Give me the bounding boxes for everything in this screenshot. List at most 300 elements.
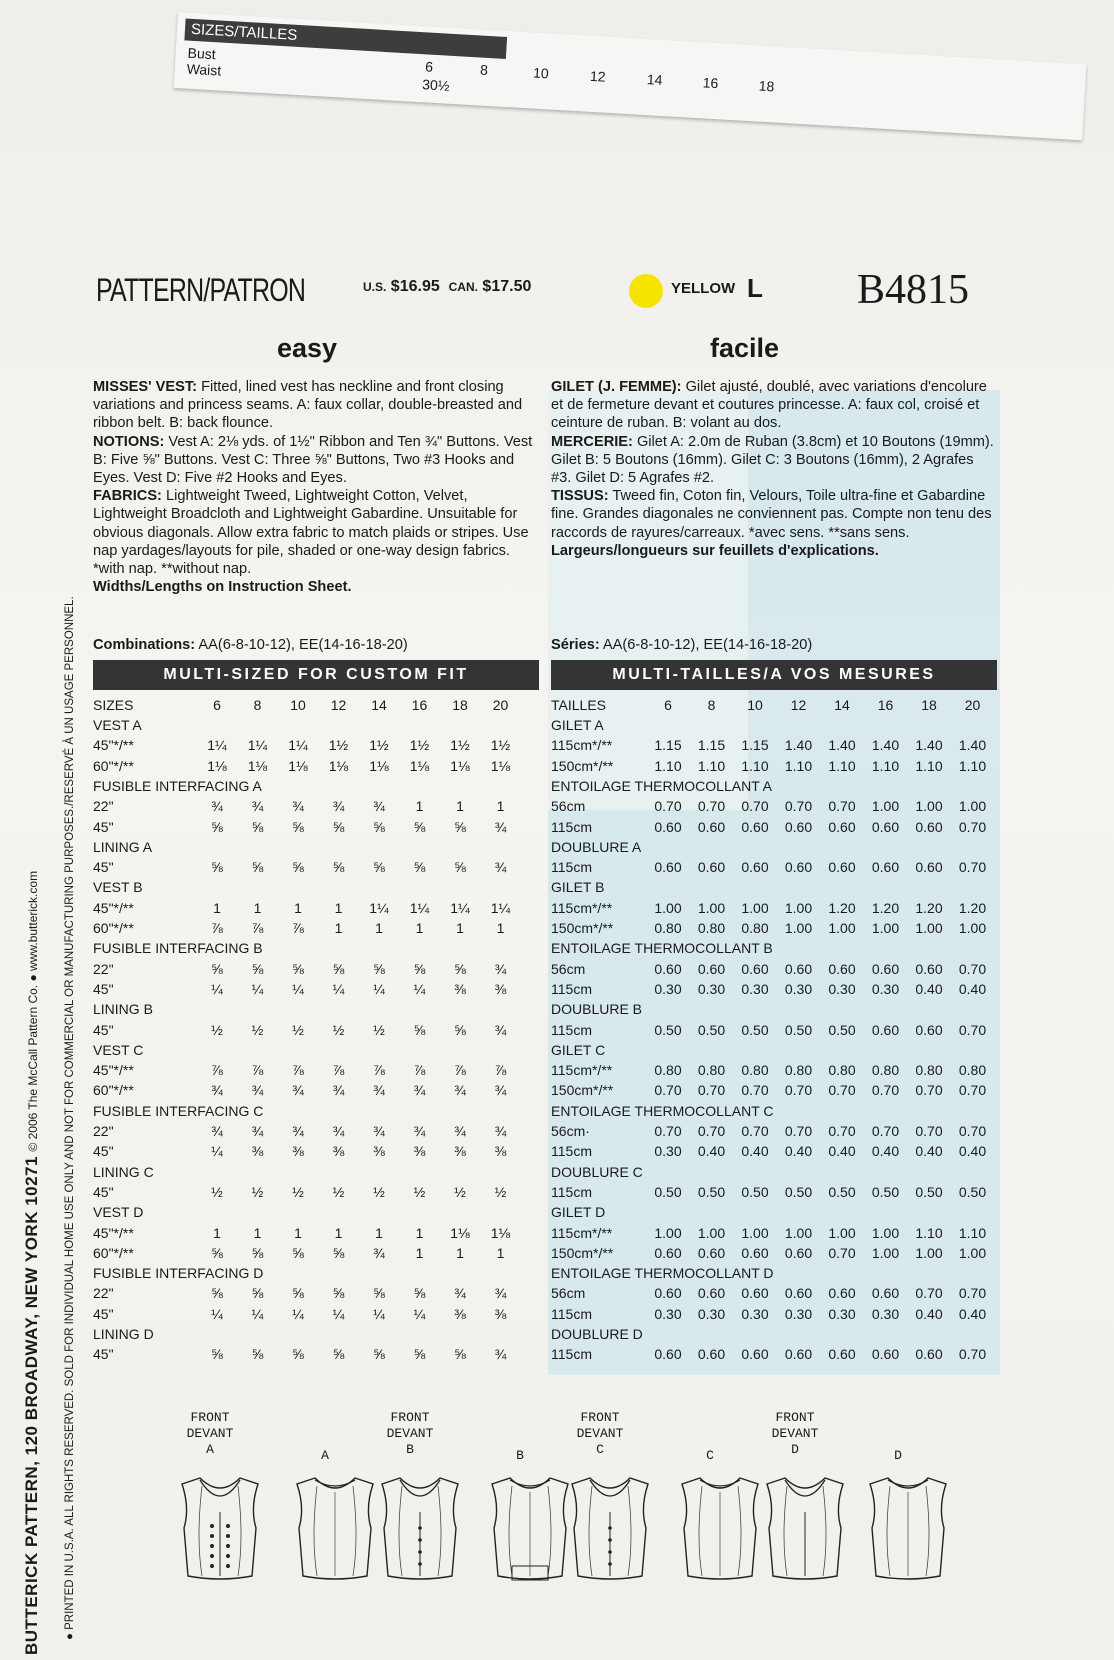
row-label: 22" [93,1123,114,1139]
row-label: ENTOILAGE THERMOCOLLANT B [551,940,773,957]
row-label: FUSIBLE INTERFACING D [93,1265,264,1282]
yardage-cell: 1 [253,1224,262,1241]
yardage-cell: 1⅛ [247,757,268,774]
yardage-cell: 1.10 [915,1224,943,1241]
yardage-cell: 1.15 [654,737,682,754]
yardage-cell: 0.30 [741,980,769,997]
yardage-cell: 1.20 [915,899,943,916]
yardage-cell: ¾ [251,798,264,815]
yardage-cell: 0.50 [958,1183,987,1200]
yardage-cell: 1 [213,899,221,916]
yardage-cell: 1.10 [654,757,682,774]
yardage-cell: 0.30 [741,1305,769,1322]
yardage-cell: 1 [456,920,464,936]
yardage-cell: 0.60 [741,859,769,876]
figure-caption-devant: DEVANT [186,1426,234,1441]
yardage-cell: 0.60 [654,818,682,835]
yardage-cell: 0.80 [958,1062,987,1079]
row-label: VEST B [93,879,143,896]
row-label: 45" [93,1183,114,1200]
yardage-cell: ⅝ [413,960,426,977]
size-header: 20 [964,697,981,713]
size-header: 10 [747,697,763,713]
figure-caption-letter: A [321,1448,329,1463]
yardage-cell: ⅝ [251,960,264,977]
yardage-cell: ¾ [251,1123,264,1139]
row-label: 22" [93,798,114,815]
row-label: FUSIBLE INTERFACING B [93,940,263,957]
yardage-cell: 1.00 [915,1244,943,1261]
row-label: 45" [93,1021,114,1038]
yardage-cell: ⅝ [292,1244,304,1261]
difficulty-en: easy [277,333,338,363]
row-label: DOUBLURE D [551,1326,643,1342]
yardage-cell: 0.30 [654,1305,682,1322]
row-label: 45"*/** [93,737,134,754]
yardage-cell: ⅜ [373,1143,385,1160]
yardage-cell: ¾ [292,1123,304,1139]
yardage-cell: ⅝ [251,818,264,835]
yardage-cell: ⅜ [413,1143,426,1160]
yardage-cell: ¾ [494,1285,507,1302]
yardage-cell: ⅝ [373,859,385,876]
yardage-cell: 0.50 [784,1021,813,1038]
yardage-cell: ¾ [373,1123,385,1139]
yardage-cell: 1.20 [828,899,856,916]
yardage-cell: ⅝ [454,818,466,835]
yardage-cell: 0.70 [871,1123,900,1139]
yardage-cell: 1.00 [784,899,813,916]
yardage-cell: 1⅛ [490,1224,511,1241]
yardage-cell: 0.60 [741,1244,769,1261]
yardage-cell: 0.60 [697,1285,726,1302]
yardage-cell: 1¼ [369,899,389,916]
row-label: 56cm· [551,1123,590,1139]
strip-waist-value: 30½ [421,76,450,94]
yardage-cell: ¼ [211,1143,223,1160]
size-header: 14 [834,697,850,713]
yardage-cell: ½ [211,1021,223,1038]
yardage-cell: ¾ [332,1082,345,1099]
yardage-cell: 0.60 [871,1346,900,1363]
yardage-cell: ¼ [292,1305,304,1322]
yardage-cell: 0.60 [654,1244,682,1261]
yardage-cell: 1.00 [784,1224,813,1241]
yardage-cell: 1.00 [741,899,769,916]
figure-caption-front: FRONT [580,1410,620,1425]
yardage-cell: ⅞ [292,1062,304,1079]
yardage-cell: ⅝ [454,859,466,876]
yardage-cell: 1.00 [828,920,856,936]
strip-size: 14 [646,71,663,88]
yardage-cell: 0.70 [784,798,813,815]
yardage-cell: 0.80 [828,1062,856,1079]
yardage-cell: 0.60 [654,859,682,876]
yardage-cell: 1.00 [697,1224,726,1241]
yardage-cell: 0.60 [871,960,900,977]
row-label: VEST C [93,1041,144,1058]
row-label: DOUBLURE A [551,838,642,855]
multi-sized-bar-en: MULTI-SIZED FOR CUSTOM FIT [93,660,539,690]
us-price: $16.95 [390,278,440,295]
row-label: 45"*/** [93,1224,134,1241]
size-header: 14 [371,697,387,713]
row-label: 115cm [551,1021,592,1038]
figure-caption [560,1410,640,1458]
yardage-cell: 0.60 [828,960,856,977]
yardage-cell: ¾ [373,798,385,815]
yardage-cell: 0.60 [784,818,813,835]
yardage-cell: 0.60 [915,859,943,876]
yardage-cell: ¾ [413,1082,426,1099]
yardage-cell: ½ [292,1183,304,1200]
yardage-cell: ¾ [494,1346,507,1363]
yardage-cell: 0.60 [784,859,813,876]
yardage-cell: 1⅛ [328,757,349,774]
yardage-cell: 0.30 [871,1305,900,1322]
size-header: 6 [664,697,672,713]
yardage-cell: ⅝ [211,1346,223,1363]
yardage-cell: ⅝ [292,1346,304,1363]
yardage-cell: 0.70 [784,1082,813,1099]
yardage-cell: 0.30 [697,980,726,997]
row-label: 115cm*/** [551,1062,613,1079]
multi-sized-bar-fr: MULTI-TAILLES/A VOS MESURES [551,660,997,690]
yardage-cell: ¼ [373,1305,385,1322]
vest-silhouette-icon [672,1478,768,1593]
combos-text-fr: AA(6-8-10-12), EE(14-16-18-20) [599,637,813,653]
yardage-cell: 0.30 [784,1305,813,1322]
yardage-cell: ½ [413,1183,426,1200]
row-label: GILET B [551,879,605,896]
size-header: 6 [213,697,221,713]
yardage-cell: 1 [496,1244,505,1261]
widths-en: Widths/Lengths on Instruction Sheet. [93,579,352,596]
yardage-cell: 1.10 [958,1224,987,1241]
yardage-cell: 0.70 [654,1082,682,1099]
row-label: 60"*/** [93,1244,134,1261]
us-price-label: U.S. [363,280,387,294]
figure-caption-front: FRONT [390,1410,430,1425]
yardage-cell: 0.40 [915,1143,943,1160]
yardage-cell: 1.10 [915,757,943,774]
widths-fr: Largeurs/longueurs sur feuillets d'explications. [551,542,879,559]
yardage-cell: 1 [415,1224,424,1241]
yardage-cell: ⅝ [251,859,264,876]
yardage-cell: ¾ [373,1082,385,1099]
yardage-cell: ⅜ [251,1143,264,1160]
difficulty-fr: facile [710,333,780,363]
row-label: DOUBLURE B [551,1001,643,1018]
yardage-cell: 0.70 [741,1082,769,1099]
yardage-cell: 1.40 [871,737,900,754]
yardage-cell: 1.40 [784,737,813,754]
row-label: 150cm*/** [551,757,614,774]
yardage-cell: ⅞ [332,1062,345,1079]
yardage-cell: 0.40 [915,1305,943,1322]
row-label: LINING A [93,838,153,855]
yardage-cell: 0.40 [958,980,987,997]
waist-label: Waist [186,60,222,79]
notions-lead-fr: MERCERIE: [551,433,633,450]
yardage-cell: 1.00 [828,1224,856,1241]
yardage-cell: 0.60 [784,1346,813,1363]
yardage-cell: ¼ [332,1305,345,1322]
bust-label: Bust [187,44,217,63]
yardage-cell: 0.40 [784,1143,813,1160]
yardage-cell: 1.00 [871,1224,900,1241]
yardage-cell: 0.60 [871,1285,900,1302]
yardage-cell: 1¼ [288,737,308,754]
figure-caption-letter: C [596,1442,604,1457]
color-label: YELLOW [671,280,736,297]
yardage-cell: 1⅛ [288,757,308,774]
row-label: 115cm [551,1143,592,1160]
yardage-cell: ¾ [494,1123,507,1139]
yardage-cell: ⅝ [373,818,385,835]
yardage-cell: 0.50 [697,1021,726,1038]
yardage-cell: 1¼ [207,737,227,754]
yardage-cell: 0.80 [741,1062,769,1079]
usage-notice [60,596,78,1640]
sizes-label: TAILLES [551,697,606,713]
yardage-cell: ¾ [332,1123,345,1139]
row-label: DOUBLURE C [551,1163,643,1180]
yardage-cell: 0.60 [741,1346,769,1363]
yardage-cell: ¼ [211,980,223,997]
yardage-cell: 0.60 [654,1346,682,1363]
yardage-cell: 1.00 [871,798,900,815]
strip-size: 18 [758,77,775,95]
yardage-cell: 1.00 [654,1224,682,1241]
yardage-cell: 0.50 [654,1021,682,1038]
yardage-cell: ⅞ [292,920,304,936]
desc-lead-en: MISSES' VEST: [93,379,198,395]
yardage-cell: 0.60 [741,960,769,977]
size-letter: L [747,273,763,303]
yardage-cell: 0.70 [958,1021,987,1038]
yardage-cell: 0.40 [741,1143,769,1160]
yardage-cell: 1½ [409,737,430,754]
can-price: $17.50 [482,278,532,295]
size-header: 20 [492,697,509,713]
yardage-cell: 1 [415,920,424,936]
row-label: ENTOILAGE THERMOCOLLANT C [551,1102,774,1119]
yardage-cell: ⅝ [454,960,466,977]
vest-silhouette-icon [757,1478,853,1593]
yardage-cell: 0.60 [741,1285,769,1302]
yardage-cell: 1⅛ [409,757,430,774]
yardage-cell: 0.70 [697,798,726,815]
row-label: 115cm [551,818,592,835]
yardage-cell: 1 [294,899,302,916]
figure-caption-front: FRONT [775,1410,815,1425]
yardage-cell: 0.80 [915,1062,943,1079]
fabrics-text-fr: Tweed fin, Coton fin, Velours, Toile ultra-fine et Gabardine fine. Grandes diagonales ne conviennent pas. Compte non tenu des raccords de rayures/carreaux. *avec sens. **sans sens. [551,488,992,541]
yardage-cell: 0.50 [741,1021,769,1038]
yardage-cell: ¾ [251,1082,264,1099]
yardage-cell: ¾ [332,798,345,815]
yardage-cell: 0.80 [871,1062,900,1079]
yardage-cell: 0.70 [958,1123,987,1139]
yardage-cell: 1¼ [409,899,430,916]
fabrics-lead-en: FABRICS: [93,488,162,505]
yardage-cell: ⅝ [332,1346,345,1363]
yardage-cell: ⅜ [292,1143,304,1160]
yardage-cell: ½ [332,1021,345,1038]
yardage-cell: 1.00 [784,920,813,936]
row-label: LINING D [93,1326,154,1342]
row-label: 115cm*/** [551,737,613,754]
yardage-cell: 0.60 [784,1244,813,1261]
yardage-cell: ¼ [413,980,426,997]
yardage-cell: 0.60 [697,960,726,977]
yardage-cell: 0.60 [828,859,856,876]
yardage-cell: 1.00 [915,798,943,815]
yardage-cell: ⅝ [292,818,304,835]
row-label: 56cm [551,1285,586,1302]
yardage-cell: ⅝ [332,859,345,876]
yardage-cell: 1.00 [958,1244,987,1261]
yardage-cell: 1 [415,1244,424,1261]
yardage-cell: 1.40 [915,737,943,754]
yardage-cell: ¼ [211,1305,223,1322]
yardage-cell: 0.60 [871,859,900,876]
figure-caption [170,1410,250,1458]
yardage-cell: 1.10 [784,757,813,774]
desc-text-fr: Gilet ajusté, doublé, avec variations d'encolure et de fermeture devant et coutures princesse. A: faux col, croisé et ceinture de ruban. B: volant au dos. [551,379,987,432]
yardage-cell: ⅞ [211,1062,223,1079]
yardage-cell: 0.60 [915,1021,943,1038]
yardage-cell: 1 [415,798,424,815]
row-label: 150cm*/** [551,920,614,936]
yardage-cell: ⅜ [454,1143,466,1160]
figure-caption-letter: B [406,1442,414,1457]
figure-caption-letter: D [791,1442,799,1457]
yardage-cell: 1.00 [958,920,987,936]
strip-size: 6 [424,58,434,75]
row-label: 115cm [551,859,592,876]
figure-caption [858,1448,938,1464]
yardage-cell: ⅞ [413,1062,426,1079]
combos-text-en: AA(6-8-10-12), EE(14-16-18-20) [195,637,408,653]
yardage-cell: 0.40 [958,1305,987,1322]
yardage-cell: 0.50 [828,1183,856,1200]
yardage-cell: 1.00 [697,899,726,916]
row-label: 45" [93,1346,114,1363]
yardage-cell: ⅞ [494,1062,507,1079]
combos-lead-fr: Séries: [551,637,600,653]
yardage-cell: ¾ [494,818,507,835]
yardage-cell: 0.60 [697,818,726,835]
yardage-cell: ⅝ [292,859,304,876]
yardage-cell: ¾ [211,1123,223,1139]
size-chart-header: SIZES/TAILLES [184,18,507,59]
yardage-cell: ¼ [251,1305,264,1322]
row-label: FUSIBLE INTERFACING C [93,1102,264,1119]
yardage-cell: ½ [292,1021,304,1038]
yardage-cell: 0.70 [828,1082,856,1099]
yardage-cell: 0.60 [915,1346,943,1363]
yardage-cell: ⅞ [251,920,264,936]
yardage-cell: ⅝ [454,1021,466,1038]
yardage-cell: 1.10 [697,757,726,774]
yardage-cell: 0.60 [871,1021,900,1038]
yardage-cell: 1.15 [741,737,769,754]
vest-silhouette-icon [287,1478,383,1593]
yardage-cell: ⅝ [251,1285,264,1302]
row-label: 60"*/** [93,757,134,774]
yardage-cell: 0.30 [828,1305,856,1322]
yardage-cell: 1.10 [741,757,769,774]
row-label: LINING C [93,1163,154,1180]
row-label: 115cm [551,1305,592,1322]
yardage-cell: ¾ [494,859,507,876]
figure-caption-devant: DEVANT [771,1426,819,1441]
yardage-cell: 1.00 [741,1224,769,1241]
yardage-cell: ¾ [211,1082,223,1099]
yardage-cell: 0.80 [697,1062,726,1079]
yardage-cell: 0.60 [784,1285,813,1302]
yardage-cell: ¾ [413,1123,426,1139]
fabrics-lead-fr: TISSUS: [551,488,609,505]
yardage-cell: 1.00 [958,798,987,815]
yardage-cell: 0.30 [654,980,682,997]
yardage-cell: 1⅛ [369,757,389,774]
yardage-cell: ¾ [292,798,304,815]
yardage-cell: 1 [496,920,505,936]
pattern-number: B4815 [857,267,970,313]
yardage-cell: ⅝ [413,1285,426,1302]
yardage-cell: 0.30 [654,1143,682,1160]
yardage-cell: 1¼ [247,737,268,754]
yardage-cell: 1.00 [915,920,943,936]
yardage-cell: 1⅛ [450,1224,470,1241]
yardage-cell: ½ [373,1021,385,1038]
yardage-cell: ⅜ [454,980,466,997]
yardage-cell: 0.70 [697,1082,726,1099]
row-label: 115cm*/** [551,899,613,916]
yardage-cell: 1 [375,1224,383,1241]
row-label: FUSIBLE INTERFACING A [93,777,262,794]
yardage-cell: 0.70 [828,798,856,815]
yardage-cell: ½ [251,1183,264,1200]
yardage-cell: ⅜ [494,1143,507,1160]
yardage-cell: ¾ [454,1285,466,1302]
yardage-cell: 0.50 [915,1183,943,1200]
yardage-cell: 0.60 [871,818,900,835]
combos-lead-en: Combinations: [93,637,196,653]
yardage-cell: ⅝ [454,1346,466,1363]
pattern-label: PATTERN/PATRON [96,272,306,308]
yardage-cell: ⅝ [332,960,345,977]
yardage-cell: 1.40 [958,737,987,754]
yardage-cell: 1½ [328,737,349,754]
row-label: LINING B [93,1001,153,1018]
yardage-cell: 0.70 [741,798,769,815]
yardage-cell: 0.70 [958,1346,987,1363]
yardage-cell: ¾ [454,1082,466,1099]
yardage-cell: 0.70 [654,798,682,815]
fabrics-text-en: Lightweight Tweed, Lightweight Cotton, Velvet, Lightweight Broadcloth and Lightweight Gabardine. Unsuitable for obvious diagonals. Allow extra fabric to match plaids or stripes. Use nap yardages/layouts for pile, shaded or one-way design fabrics. *with nap. **without nap. [93,488,529,578]
figure-caption [370,1410,450,1458]
yardage-cell: 1⅛ [207,757,227,774]
figure-caption-letter: C [706,1448,714,1463]
yardage-cell: 0.60 [697,1346,726,1363]
yardage-cell: ¾ [211,798,223,815]
description-en [93,378,539,596]
row-label: 45" [93,818,114,835]
